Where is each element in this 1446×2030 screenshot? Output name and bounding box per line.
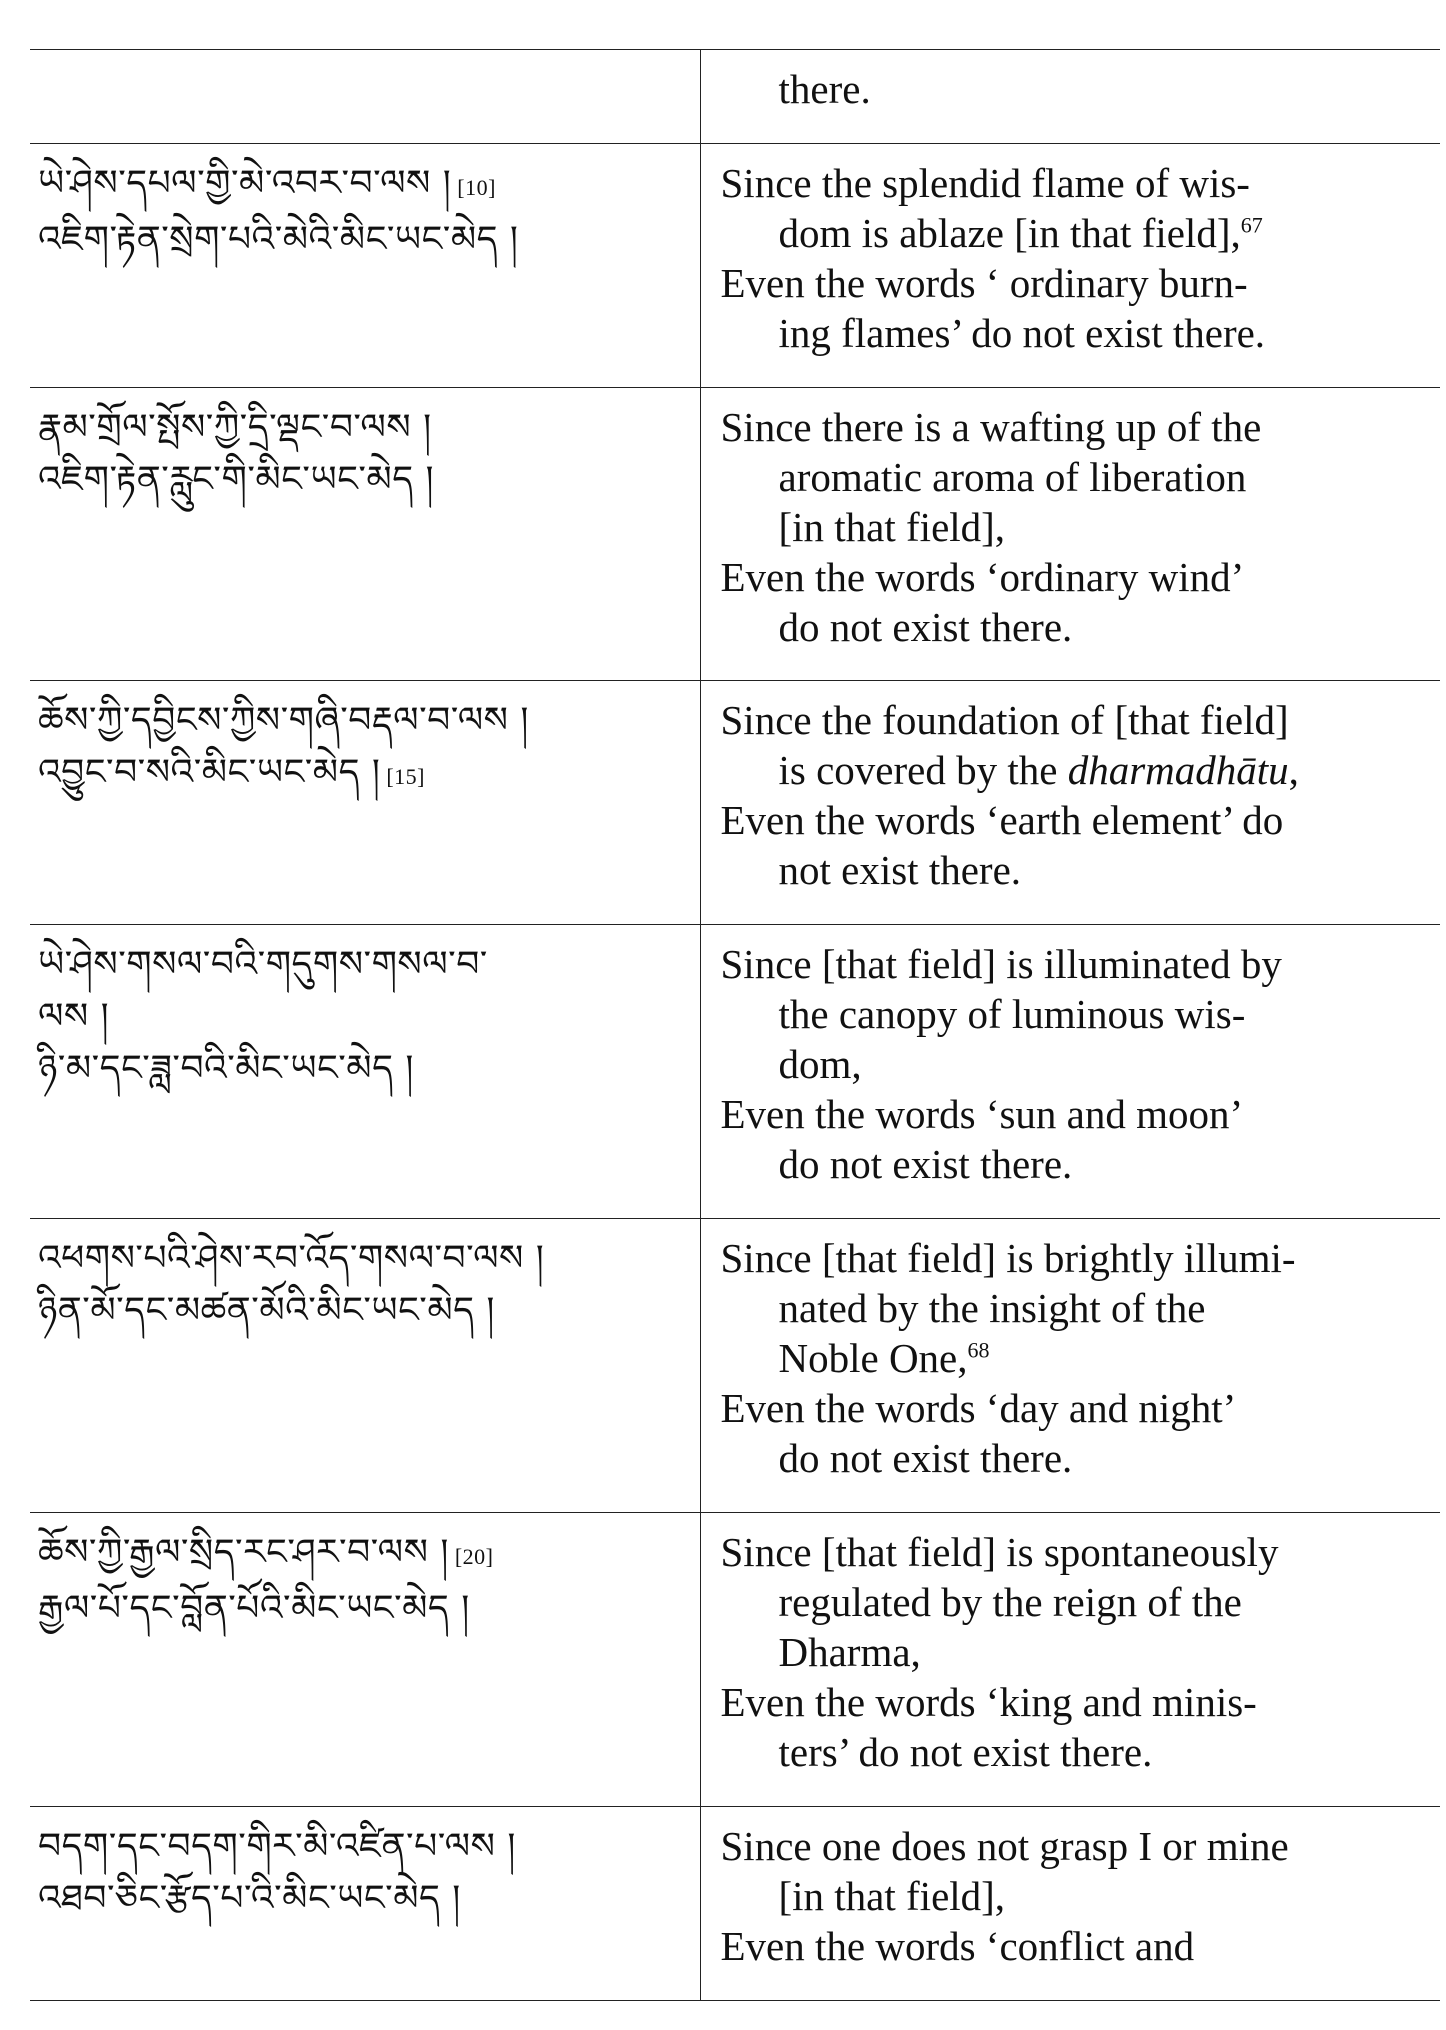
tibetan-line: འཐབ་ཅིང་རྩོད་པ་འི་མིང་ཡང་མེད །: [38, 1878, 461, 1919]
tibetan-cell: [30, 925, 700, 1219]
line-number: [10]: [457, 175, 496, 200]
footnote-ref: 68: [967, 1337, 990, 1363]
tibetan-line: རྣམ་གྲོལ་སྤོས་ཀྱི་དྲི་ལྡང་བ་ལས །: [38, 407, 432, 448]
tibetan-line: བདག་དང་བདག་གིར་མི་འཛིན་པ་ལས །: [38, 1826, 516, 1867]
english-line: [721, 695, 1435, 795]
english-text: ,: [1288, 747, 1299, 793]
tibetan-line: འཇིག་རྟེན་རླུང་གི་མིང་ཡང་མེད །: [38, 459, 434, 500]
english-cell: [700, 925, 1440, 1219]
english-line: Even the words ‘conflict and: [720, 1923, 1195, 1969]
tibetan-cell: [30, 388, 700, 681]
english-text: do not exist there.: [778, 1141, 1073, 1187]
tibetan-cell: [30, 1513, 700, 1807]
english-text: Even the words ‘ordinary wind’: [720, 554, 1245, 600]
english-cell: [700, 1807, 1440, 2001]
english-text: Even the words ‘sun and moon’: [720, 1091, 1244, 1137]
tibetan-line: འཕགས་པའི་ཤེས་རབ་འོད་གསལ་བ་ལས །: [38, 1238, 545, 1279]
english-text: the canopy of luminous wis-: [778, 991, 1246, 1037]
english-text: Since the splendid flame of wis-: [720, 160, 1250, 206]
english-text: Even the words ‘earth element’ do: [720, 797, 1284, 843]
tibetan-cell: [30, 681, 700, 925]
english-line: [721, 1089, 1435, 1189]
english-text: not exist there.: [778, 847, 1022, 893]
english-line: [721, 158, 1435, 258]
english-text: Since there is a wafting up of the: [720, 404, 1262, 450]
tibetan-text: ཡེ་ཤེས་དཔལ་གྱི་མེ་འབར་བ་ལས །: [38, 163, 452, 204]
english-line: [721, 1677, 1435, 1777]
tibetan-cell: [30, 144, 700, 388]
english-line: there.: [778, 66, 871, 112]
english-cell: [700, 50, 1440, 144]
english-line: [721, 939, 1435, 1089]
english-line: [721, 1233, 1435, 1383]
tibetan-text: འབྱུང་བ་སའི་མིང་ཡང་མེད །: [38, 752, 381, 793]
tibetan-line: ཆོས་ཀྱི་དབྱིངས་ཀྱིས་གཞི་བརྡལ་བ་ལས །: [38, 700, 529, 741]
english-line: [721, 1527, 1435, 1677]
tibetan-line: རྒྱལ་པོ་དང་བློན་པོའི་མིང་ཡང་མེད །: [38, 1588, 470, 1629]
italic-term: dharmadhātu: [1067, 747, 1289, 793]
english-text: do not exist there.: [778, 604, 1073, 650]
english-text: [in that field],: [778, 1873, 1006, 1919]
english-line: [721, 552, 1435, 652]
english-text: regulated by the reign of the: [778, 1579, 1242, 1625]
tibetan-line: ཉི་མ་དང་ཟླ་བའི་མིང་ཡང་མེད །: [38, 1048, 414, 1089]
tibetan-cell: [30, 50, 700, 144]
english-text: dom is ablaze [in that field],: [778, 210, 1241, 256]
english-line: [721, 402, 1435, 552]
english-text: Even the words ‘king and minis-: [720, 1679, 1257, 1725]
tibetan-text: ཆོས་ཀྱི་རྒྱལ་སྲིད་རང་ཤར་བ་ལས །: [38, 1532, 449, 1573]
english-text: Even the words ‘day and night’: [720, 1385, 1237, 1431]
english-line: [721, 1383, 1435, 1483]
line-number: [20]: [454, 1544, 494, 1569]
tibetan-line: [38, 1527, 682, 1583]
english-cell: [700, 388, 1440, 681]
english-text: Since the foundation of [that field]: [720, 697, 1289, 743]
verse-row-4: [30, 925, 1440, 1219]
english-text: ing flames’ do not exist there.: [778, 310, 1266, 356]
tibetan-line: ཉིན་མོ་དང་མཚན་མོའི་མིང་ཡང་མེད །: [38, 1290, 495, 1331]
verse-row-5: [30, 1219, 1440, 1513]
tibetan-cell: [30, 1807, 700, 2001]
english-text: Since [that field] is brightly illumi-: [720, 1235, 1296, 1281]
translation-table: [30, 49, 1440, 2001]
english-line: [721, 1821, 1435, 1921]
english-text: Since [that field] is spontaneously: [720, 1529, 1279, 1575]
english-text: aromatic aroma of liberation: [778, 454, 1247, 500]
english-text: is covered by the: [778, 747, 1068, 793]
tibetan-line: འཇིག་རྟེན་སྲེག་པའི་མེའི་མིང་ཡང་མེད །: [38, 219, 519, 260]
tibetan-line: ལས །: [38, 996, 110, 1037]
verse-row-2: [30, 388, 1440, 681]
english-text: ters’ do not exist there.: [778, 1729, 1153, 1775]
english-line: [721, 795, 1435, 895]
tibetan-line: [38, 747, 682, 803]
english-line: [721, 258, 1435, 358]
verse-row-3: [30, 681, 1440, 925]
english-text: Even the words ‘ ordinary burn-: [720, 260, 1248, 306]
line-number: [15]: [386, 764, 426, 789]
english-text: [in that field],: [778, 504, 1006, 550]
english-cell: [700, 1219, 1440, 1513]
english-cell: [700, 144, 1440, 388]
english-cell: [700, 681, 1440, 925]
english-text: Since one does not grasp I or mine: [720, 1823, 1289, 1869]
verse-row-7: [30, 1807, 1440, 2001]
tibetan-cell: [30, 1219, 700, 1513]
english-text: Dharma,: [778, 1629, 921, 1675]
verse-row-0: [30, 50, 1440, 144]
english-text: Since [that field] is illuminated by: [720, 941, 1282, 987]
tibetan-line: ཡེ་ཤེས་གསལ་བའི་གདུགས་གསལ་བ་: [38, 944, 488, 985]
english-text: Noble One,: [778, 1335, 968, 1381]
verse-row-6: [30, 1513, 1440, 1807]
verse-row-1: [30, 144, 1440, 388]
tibetan-line: [38, 158, 682, 214]
translation-page: [30, 49, 1440, 2001]
english-text: dom,: [778, 1041, 862, 1087]
english-text: do not exist there.: [778, 1435, 1073, 1481]
footnote-ref: 67: [1240, 212, 1263, 238]
english-cell: [700, 1513, 1440, 1807]
english-text: nated by the insight of the: [778, 1285, 1206, 1331]
